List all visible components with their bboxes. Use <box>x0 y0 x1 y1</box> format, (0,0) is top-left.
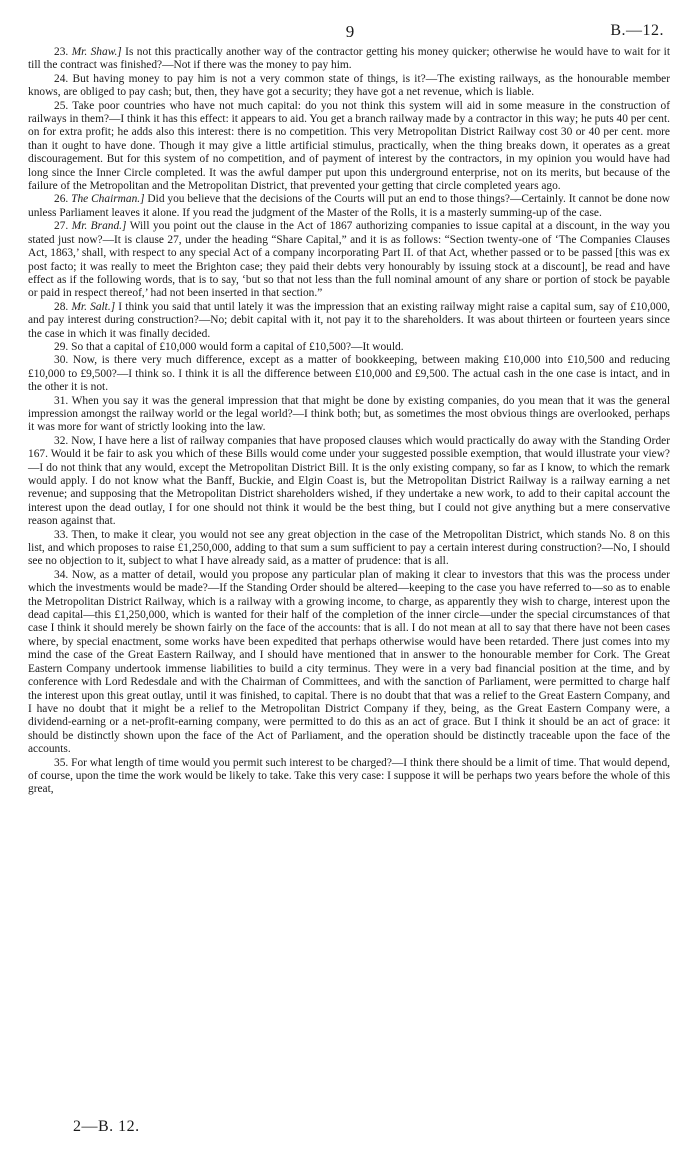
paragraph <box>28 193 670 220</box>
page-number: 9 <box>345 22 355 41</box>
paragraph <box>28 529 670 569</box>
paragraph-text: For what length of time would you permit such interest to be charged?—I think there should be a limit of time. That would depend, of course, upon the time the work would be likely to take. Take this very case: I suppose it will be perhaps two years before the whole of this great, <box>28 756 670 796</box>
paragraph-number: 35. <box>54 756 69 769</box>
paragraph <box>28 46 670 73</box>
speaker-name: Mr. Salt.] <box>71 300 116 313</box>
speaker-name: Mr. Brand.] <box>71 220 127 233</box>
paragraph-text: When you say it was the general impression that that might be done by existing companies, do you mean that it was the general impression amongst the railway world or the legal world?—I think both; but, as sometimes the most obvious things are overlooked, perhaps it was more for want of strictly looking into the law. <box>28 394 670 434</box>
paragraph-text: Did you believe that the decisions of the Courts will put an end to those things?—Certainly. It cannot be done now unless Parliament leaves it alone. If you read the judgment of the Master of the Rolls, it is a masterly summing-up of the case. <box>28 193 670 219</box>
paragraph-text: So that a capital of £10,000 would form a capital of £10,500?—It would. <box>71 340 404 353</box>
paragraph <box>28 435 670 529</box>
speaker-name: The Chairman.] <box>71 193 145 206</box>
paragraph-number: 23. <box>54 46 69 58</box>
paragraph-number: 32. <box>54 434 69 447</box>
paragraph <box>28 301 670 341</box>
paragraph-number: 27. <box>54 220 69 233</box>
paragraph-number: 24. <box>54 72 69 85</box>
paragraph-number: 29. <box>54 340 69 353</box>
paragraph-number: 30. <box>54 354 69 367</box>
paragraph-text: Now, as a matter of detail, would you propose any particular plan of making it clear to investors that this was the process under which the investments would be made?—If the Standing Order should be altered—keeping to the case you have referred to—so as to enable the Metropolitan District Railway, which is a railway with a growing income, to charge, as apparently they wish to charge, interest upon the dead capital—this £1,250,000, which is wanted for their half of the completion of the inner circle—under the special circumstances of that case I think it should merely be shown fairly on the face of the accounts: that is all. I do not mean at all to say that there have not been cases where, by special enactment, some works have been expedited that perhaps otherwise would have been retarded. There just comes into my mind the case of the Great Eastern Railway, and I should have mentioned that in answer to the honourable member for Cork. The Great Eastern Company undertook immense liabilities to build a city terminus. They were in a very bad financial position at the time, and by conference with Lord Redesdale and with the Chairman of Committees, and with the sanction of Parliament, were permitted to charge half the interest upon this great outlay, until it was finished, to capital. There is no doubt that that was a relief to the Great Eastern Company, and I have no doubt that it might be a relief to the Metropolitan District Company if they, being, as the Great Eastern Company were, a dividend-earning or a net-profit-earning company, were permitted to do this as an act of grace. But I think it should be an act of grace: it should be distinctly shown upon the face of the Act of Parliament, and the operation should be distinctly traceable upon the face of the accounts. <box>28 568 670 756</box>
document-reference: B.—12. <box>610 22 664 39</box>
paragraph-number: 34. <box>54 568 69 581</box>
paragraph <box>28 73 670 100</box>
paragraph-text: Now, is there very much difference, except as a matter of bookkeeping, between making £10,000 into £10,500 and reducing £10,000 to £9,500?—I think so. I think it is all the difference between £10,000 and £9,500. The actual cash in the one case is intact, and in the other it is not. <box>28 354 670 394</box>
paragraph-number: 26. <box>54 193 69 206</box>
paragraph-text: I think you said that until lately it was the impression that an existing railway might raise a capital sum, say of £10,000, and pay interest during construction?—No; debit capital with it, not pay it to the shareholders. It was about thirteen or fourteen years since the case in which it was finally decided. <box>28 300 670 340</box>
paragraph-number: 33. <box>54 528 69 541</box>
paragraph-text: But having money to pay him is not a very common state of things, is it?—The existing railways, as the honourable member knows, are obliged to pay cash; but, then, they have got a security; they have got a net revenue, which is liable. <box>28 72 670 99</box>
paragraph-text: Is not this practically another way of the contractor getting his money quicker; otherwise he would have to wait for it till the contract was finished?—Not if there was the money to pay him. <box>28 46 670 72</box>
paragraph-text: Will you point out the clause in the Act of 1867 authorizing companies to issue capital at a discount, in the way you stated just now?—It is clause 27, under the heading “Share Capital,” and it is as follows: “Section twenty-one of ‘The Companies Clauses Act, 1863,’ shall, with respect to any special Act of a company incorporating Part II. of that Act, whether passed or to be passed [this was ex post facto; it was really to meet the Brighton case; they paid their debts very honourably by issuing stock at a discount], be read and have effect as if the following words, that is to say, ‘but so that not less than the full nominal amount of any share or portion of stock be payable or paid in respect thereof,’ had not been inserted in that section.” <box>28 220 670 300</box>
paragraph-text: Then, to make it clear, you would not see any great objection in the case of the Metropolitan District, which stands No. 8 on this list, and which proposes to raise £1,250,000, adding to that sum a sum sufficient to pay a certain interest during construction?—No, I should see no objection to it, subject to what I have already said, as a matter of prudence: that is all. <box>28 528 670 568</box>
document-body <box>28 46 670 797</box>
paragraph-text: Take poor countries who have not much capital: do you not think this system will aid in some measure in the construction of railways in them?—I think it has this effect: it appears to aid. You get a branch railway made by a contractor in this way; he puts 40 per cent. on for extra profit; he adds also this interest: there is no competition. This very Metropolitan District Railway cost 30 or 40 per cent. more than it ought to have done. Though it may give a little artificial stimulus, practically, when the thing breaks down, it operates as a great discouragement. But for this system of no competition, and of payment of interest by the contractors, in my opinion you would have had long since the Inner Circle completed. It was the awful damper put upon this underground enterprise, not on its merits, but because of the failure of the Metropolitan and the Metropolitan District, that prevented your getting that circle completed years ago. <box>28 99 670 193</box>
paragraph <box>28 395 670 435</box>
paragraph <box>28 220 670 300</box>
paragraph <box>28 757 670 797</box>
paragraph-number: 28. <box>54 300 69 313</box>
paragraph <box>28 354 670 394</box>
paragraph-text: Now, I have here a list of railway companies that have proposed clauses which would practically do away with the Standing Order 167. Would it be fair to ask you which of these Bills would come under your suggested possible exemption, that would illustrate your view?—I do not think that any would, except the Metropolitan District Bill. It is the only existing company, so far as I know, to which the remark would apply. I do not know what the Banff, Buckie, and Elgin Coast is, but the Metropolitan District Railway is a railway earning a net revenue; and supposing that the Metropolitan District shareholders wished, if they undertake a new work, to add to their capital account the interest upon the dead outlay, I for one should not think it would be the best thing, but I could not give anything but a mere conservative reason against that. <box>28 434 670 528</box>
paragraph <box>28 341 670 354</box>
paragraph <box>28 100 670 194</box>
speaker-name: Mr. Shaw.] <box>71 46 122 58</box>
paragraph-number: 25. <box>54 99 69 112</box>
paragraph-number: 31. <box>54 394 69 407</box>
printer-signature: 2—B. 12. <box>73 1118 140 1135</box>
paragraph <box>28 569 670 757</box>
